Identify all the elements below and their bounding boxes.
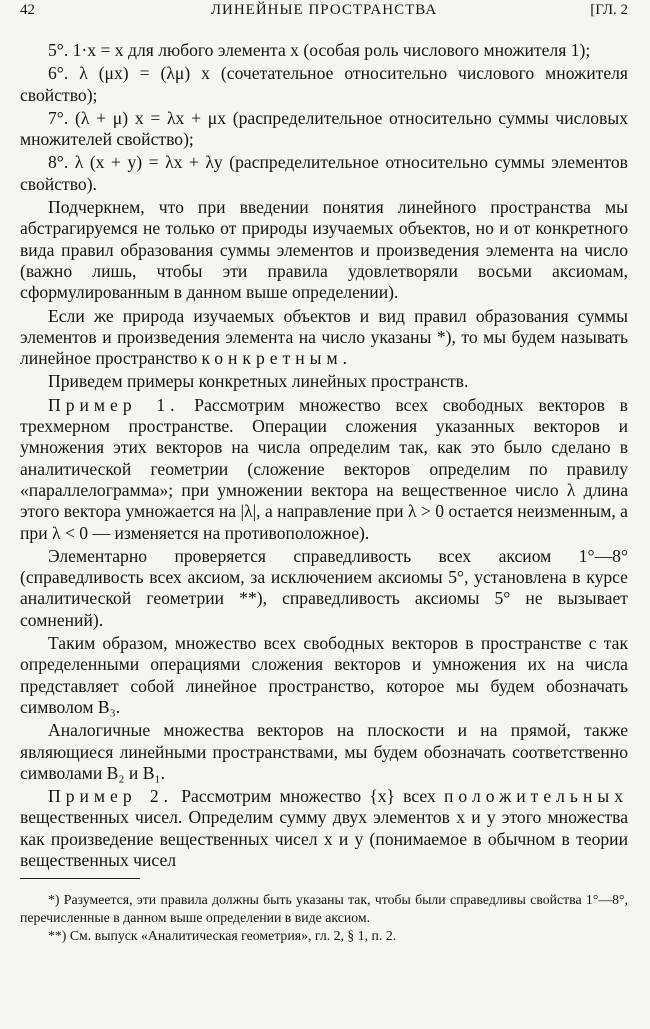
example-1-label: Пример 1.: [48, 394, 180, 415]
page-number: 42: [20, 2, 35, 18]
b2-b1-paragraph: Аналогичные множества векторов на плоскости и на прямой, также являющиеся линейными пространствами, мы будем обозначать соответственно символами B₂ и B₁.: [20, 720, 628, 783]
b3-paragraph: Таким образом, множество всех свободных векторов в пространстве с так определенными операциями сложения векторов и умножения их на числа представляет собой линейное пространство, которое мы будем обозначать символом B₃.: [20, 633, 628, 717]
example-1: Пример 1. Рассмотрим множество всех свободных векторов в трехмерном пространстве. Операции сложения указанных векторов и умножения этих векторов на числа определим так, как это было сделано в аналитической геометрии (сложение векторов определим по правилу «параллелограмма»; при умножении вектора на вещественное число λ длина этого вектора умножается на |λ|, а направление при λ > 0 остается неизменным, а при λ < 0 — изменяется на противоположное).: [20, 394, 628, 543]
axiom-8: 8°. λ (x + y) = λx + λy (распределительное относительно суммы элементов свойство).: [20, 152, 628, 194]
axiom-6: 6°. λ (μx) = (λμ) x (сочетательное относительно числового множителя свойство);: [20, 63, 628, 105]
example-2: Пример 2. Рассмотрим множество {x} всех положительных вещественных чисел. Определим сумму двух элементов x и y этого множества как произведение вещественных чисел x и y (понимаемое в обычном в теории вещественных чисел: [20, 786, 628, 870]
footnotes: [20, 878, 628, 945]
emphasis-paragraph: Подчеркнем, что при введении понятия линейного пространства мы абстрагируемся не только от природы изучаемых объектов, но и от конкретного вида правил образования суммы элементов и произведения элемента на число (важно лишь, чтобы эти правила удовлетворяли восьми аксиомам, сформулированным в данном выше определении).: [20, 197, 628, 303]
spaced-term: конкретным.: [201, 348, 353, 369]
footnote-rule: [20, 878, 140, 879]
main-text: [20, 40, 628, 871]
axiom-5: 5°. 1·x = x для любого элемента x (особая роль числового множителя 1);: [48, 40, 591, 60]
spaced-term: положительных: [443, 786, 628, 807]
footnote-1: *) Разумеется, эти правила должны быть указаны так, чтобы были справедливы свойства 1°—8°, перечисленные в данном выше определении в виде аксиом.: [20, 892, 629, 925]
example-2-label: Пример 2.: [48, 786, 174, 807]
footnote-2: **) См. выпуск «Аналитическая геометрия», гл. 2, § 1, п. 2.: [48, 928, 397, 943]
chapter-label: [ГЛ. 2: [590, 2, 628, 18]
axiom-7: 7°. (λ + μ) x = λx + μx (распределительное относительно суммы числовых множителей свойство);: [20, 107, 628, 150]
running-title: ЛИНЕЙНЫЕ ПРОСТРАНСТВА: [210, 2, 438, 18]
verification-paragraph: Элементарно проверяется справедливость всех аксиом 1°—8° (справедливость всех аксиом, за исключением аксиомы 5°, установлена в курсе аналитической геометрии **), справедливость аксиомы 5° не вызывает сомнений).: [20, 545, 628, 630]
page-header: [20, 2, 628, 24]
concrete-space-paragraph: Если же природа изучаемых объектов и вид правил образования суммы элементов и произведения элемента на число указаны *), то мы будем называть линейное пространство конкретным.: [20, 305, 628, 369]
examples-intro: Приведем примеры конкретных линейных пространств.: [48, 371, 469, 392]
